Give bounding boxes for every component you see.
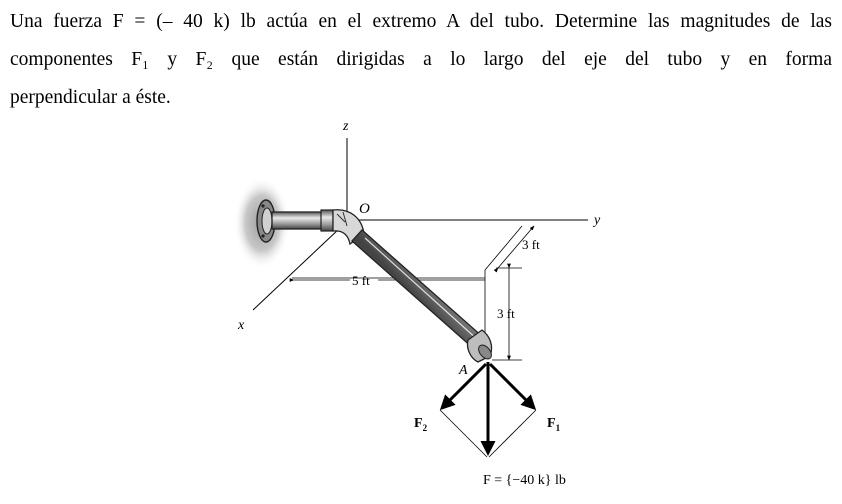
flange-bolt <box>261 204 264 207</box>
flange-bolt <box>261 234 264 237</box>
dim-3ft-vertical-label: 3 ft <box>497 306 515 321</box>
flange-inner <box>262 208 272 234</box>
y-axis-label: y <box>594 213 601 228</box>
dim-3ft-top-label: 3 ft <box>522 237 540 252</box>
pipe-highlight <box>365 238 478 340</box>
x-axis-label: x <box>238 318 245 333</box>
force-f-label: F = {−40 k} lb <box>483 473 566 488</box>
parallelogram-right <box>489 410 536 457</box>
f1-label: $F_1$ <box>547 416 561 433</box>
problem-line-1: Una fuerza F = (– 40 k) lb actúa en el extremo A del tubo. Determine las magnitudes de las <box>10 11 832 32</box>
pipe-diagonal <box>352 230 484 349</box>
ref-line-diag <box>485 226 522 270</box>
origin-label: O <box>359 201 370 217</box>
pipe-coupling <box>321 210 333 231</box>
f2-label: $F_2$ <box>414 416 428 433</box>
point-a-label: A <box>459 363 468 378</box>
problem-line-2: componentes F₁ y F₂ que están dirigidas a lo largo del eje del tubo y en forma <box>10 49 832 70</box>
dim-5ft-label: 5 ft <box>352 273 370 288</box>
force-f1-arrow <box>490 364 534 408</box>
z-axis-label: z <box>343 119 349 134</box>
problem-line-3: perpendicular a éste. <box>10 87 171 108</box>
parallelogram-left <box>440 410 487 457</box>
